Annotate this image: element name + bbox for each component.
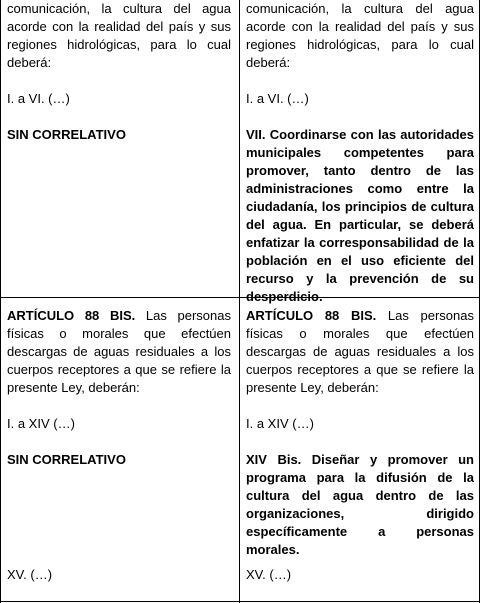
left-row1-cell bbox=[7, 0, 231, 144]
table-border-bottom bbox=[0, 601, 480, 602]
left-row2-cell bbox=[7, 307, 231, 469]
left-fractions-i-xiv: I. a XIV (…) bbox=[7, 416, 75, 431]
right-fraction-xv: XV. (…) bbox=[246, 567, 292, 582]
left-xv-cell bbox=[7, 566, 231, 584]
right-article-88-bis bbox=[246, 307, 474, 397]
right-fraction-xiv-bis: XIV Bis. Diseñar y promover un programa para la difusión de la cultura del agua dentro de las organizaciones, dirigido específicamente a personas morales. bbox=[246, 452, 474, 557]
left-intro-text: comunicación, la cultura del agua acorde con la realidad del país y sus regiones hidrológicas, para lo cual deberá: bbox=[7, 1, 231, 70]
right-fraction-vii: VII. Coordinarse con las autoridades municipales competentes para promover, tanto dentro de las administraciones como entre la ciudadanía, los principios de cultura del agua. En particular, se deberá enfatizar la corresponsabilidad de la población en el uso eficiente del recurso y la prevención de su desperdicio. bbox=[246, 127, 474, 304]
right-fractions-i-xiv: I. a XIV (…) bbox=[246, 416, 314, 431]
right-intro-text: comunicación, la cultura del agua acorde con la realidad del país y sus regiones hidrológicas, para lo cual deberá: bbox=[246, 1, 474, 70]
right-article-text: Las personas físicas o morales que efectúen descargas de aguas residuales a los cuerpos receptores a que se refiere la presente Ley, deberán: bbox=[246, 308, 474, 395]
right-fractions-i-vi: I. a VI. (…) bbox=[246, 91, 309, 106]
left-fraction-xv: XV. (…) bbox=[7, 567, 53, 582]
left-sin-correlativo-2: SIN CORRELATIVO bbox=[7, 452, 126, 467]
left-sin-correlativo-1: SIN CORRELATIVO bbox=[7, 127, 126, 142]
column-divider bbox=[239, 0, 240, 603]
right-xv-cell bbox=[246, 566, 474, 584]
table-border-left bbox=[0, 0, 1, 603]
left-article-88-bis bbox=[7, 307, 231, 397]
left-fractions-i-vi: I. a VI. (…) bbox=[7, 91, 70, 106]
left-article-text: Las personas físicas o morales que efectúen descargas de aguas residuales a los cuerpos receptores a que se refiere la presente Ley, deberán: bbox=[7, 308, 231, 395]
right-article-heading: ARTÍCULO 88 BIS. bbox=[246, 308, 377, 323]
right-row2-cell bbox=[246, 307, 474, 559]
right-row1-cell bbox=[246, 0, 474, 306]
left-article-heading: ARTÍCULO 88 BIS. bbox=[7, 308, 136, 323]
